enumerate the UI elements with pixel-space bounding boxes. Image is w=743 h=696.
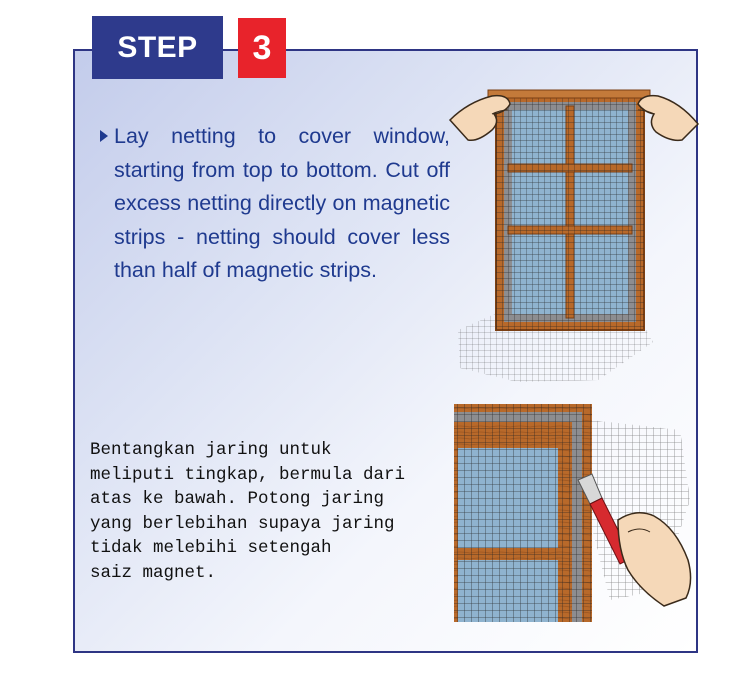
malay-instruction-text: Bentangkan jaring untuk meliputi tingkap, bermula dari atas ke bawah. Potong jaring yang berlebihan supaya jaring tidak melebihi setengah saiz magnet. [90,440,406,583]
english-instruction-text: Lay netting to cover window, starting from top to bottom. Cut off excess netting directly on magnetic strips - netting should cover less than half of magnetic strips. [114,124,450,282]
step-number: 3 [252,28,272,67]
cutting-netting-illustration [450,400,700,625]
step-badge [92,16,223,79]
right-hand-icon [638,96,698,141]
window-netting-illustration [448,80,710,390]
step-number-badge [238,18,286,78]
bullet-arrow-icon [100,130,108,142]
english-instructions [100,120,450,288]
step-label: STEP [117,30,198,64]
